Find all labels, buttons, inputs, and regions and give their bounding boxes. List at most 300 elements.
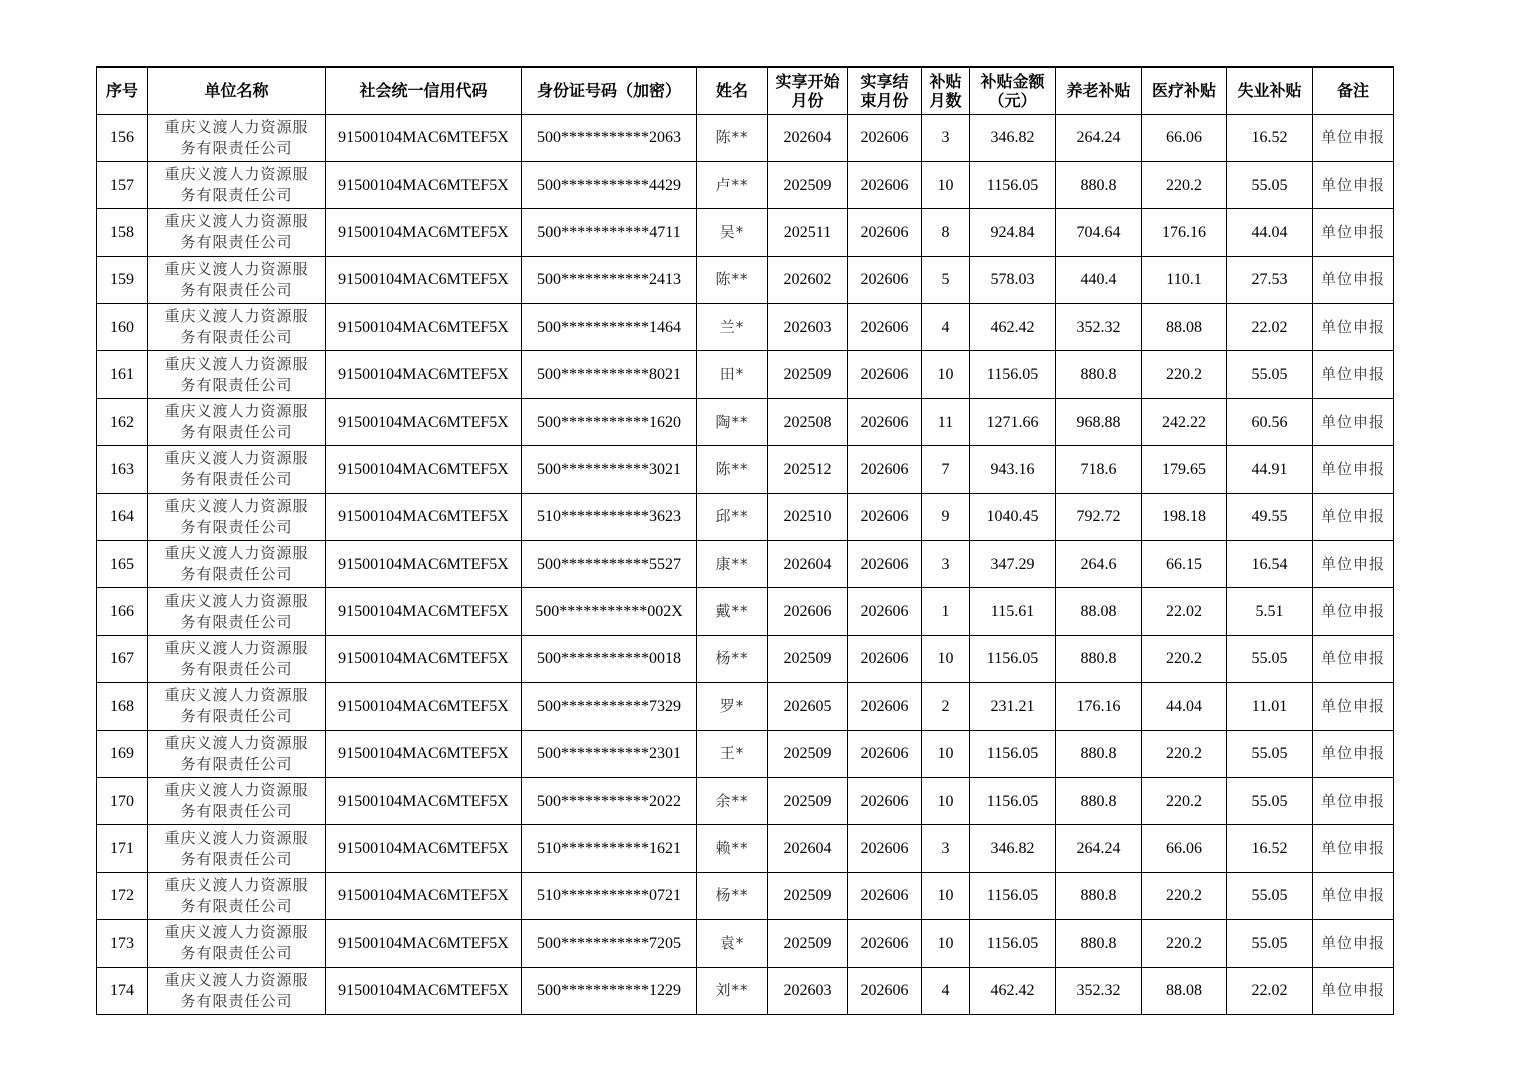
cell-id: 500***********3021 bbox=[522, 446, 697, 493]
table-row bbox=[97, 920, 1394, 967]
cell-seq: 163 bbox=[97, 446, 148, 493]
header-line: 月份 bbox=[791, 90, 824, 110]
cell-unemployment: 55.05 bbox=[1227, 161, 1313, 208]
cell-unit bbox=[148, 351, 326, 398]
unit-line: 务有限责任公司 bbox=[180, 991, 293, 1010]
cell-id: 500***********2022 bbox=[522, 777, 697, 824]
cell-start: 202605 bbox=[768, 683, 848, 730]
table-row bbox=[97, 351, 1394, 398]
cell-pension: 968.88 bbox=[1056, 398, 1142, 445]
cell-name: 田* bbox=[697, 351, 768, 398]
unit-line: 务有限责任公司 bbox=[180, 375, 293, 394]
table-row bbox=[97, 635, 1394, 682]
cell-amount: 578.03 bbox=[970, 256, 1056, 303]
cell-code: 91500104MAC6MTEF5X bbox=[326, 351, 522, 398]
unit-line: 重庆义渡人力资源服 bbox=[164, 307, 309, 326]
cell-end: 202606 bbox=[848, 683, 922, 730]
cell-code: 91500104MAC6MTEF5X bbox=[326, 304, 522, 351]
col-header-unit: 单位名称 bbox=[148, 67, 326, 114]
unit-line: 重庆义渡人力资源服 bbox=[164, 638, 309, 657]
unit-line: 重庆义渡人力资源服 bbox=[164, 923, 309, 942]
cell-months: 3 bbox=[922, 541, 970, 588]
unit-line: 务有限责任公司 bbox=[180, 423, 293, 442]
cell-medical: 22.02 bbox=[1142, 588, 1227, 635]
cell-note: 单位申报 bbox=[1313, 446, 1394, 493]
col-header-pension: 养老补贴 bbox=[1056, 67, 1142, 114]
cell-end: 202606 bbox=[848, 777, 922, 824]
cell-unemployment: 55.05 bbox=[1227, 730, 1313, 777]
cell-end: 202606 bbox=[848, 351, 922, 398]
cell-start: 202603 bbox=[768, 304, 848, 351]
cell-code: 91500104MAC6MTEF5X bbox=[326, 446, 522, 493]
cell-amount: 1156.05 bbox=[970, 777, 1056, 824]
col-header-unemployment: 失业补贴 bbox=[1227, 67, 1313, 114]
col-header-medical: 医疗补贴 bbox=[1142, 67, 1227, 114]
cell-note: 单位申报 bbox=[1313, 304, 1394, 351]
cell-months: 3 bbox=[922, 114, 970, 161]
col-header-start bbox=[768, 67, 848, 114]
col-header-end bbox=[848, 67, 922, 114]
cell-code: 91500104MAC6MTEF5X bbox=[326, 730, 522, 777]
cell-unemployment: 55.05 bbox=[1227, 777, 1313, 824]
cell-start: 202509 bbox=[768, 635, 848, 682]
cell-code: 91500104MAC6MTEF5X bbox=[326, 161, 522, 208]
header-line: （元） bbox=[988, 90, 1037, 110]
cell-pension: 440.4 bbox=[1056, 256, 1142, 303]
cell-start: 202512 bbox=[768, 446, 848, 493]
cell-seq: 158 bbox=[97, 209, 148, 256]
cell-name: 杨** bbox=[697, 635, 768, 682]
cell-pension: 880.8 bbox=[1056, 161, 1142, 208]
cell-medical: 220.2 bbox=[1142, 161, 1227, 208]
header-line: 束月份 bbox=[860, 90, 909, 110]
cell-name: 陈** bbox=[697, 256, 768, 303]
unit-line: 务有限责任公司 bbox=[180, 186, 293, 205]
cell-amount: 1156.05 bbox=[970, 920, 1056, 967]
cell-medical: 198.18 bbox=[1142, 493, 1227, 540]
unit-line: 重庆义渡人力资源服 bbox=[164, 828, 309, 847]
cell-unemployment: 49.55 bbox=[1227, 493, 1313, 540]
cell-id: 500***********4711 bbox=[522, 209, 697, 256]
cell-unit bbox=[148, 920, 326, 967]
col-header-code: 社会统一信用代码 bbox=[326, 67, 522, 114]
cell-end: 202606 bbox=[848, 304, 922, 351]
cell-id: 500***********2413 bbox=[522, 256, 697, 303]
header-line: 实享结 bbox=[860, 71, 909, 91]
table-row bbox=[97, 161, 1394, 208]
cell-medical: 220.2 bbox=[1142, 777, 1227, 824]
cell-amount: 346.82 bbox=[970, 825, 1056, 872]
unit-line: 务有限责任公司 bbox=[180, 754, 293, 773]
cell-months: 10 bbox=[922, 161, 970, 208]
cell-code: 91500104MAC6MTEF5X bbox=[326, 825, 522, 872]
table-row bbox=[97, 777, 1394, 824]
cell-code: 91500104MAC6MTEF5X bbox=[326, 588, 522, 635]
table-row bbox=[97, 588, 1394, 635]
unit-line: 重庆义渡人力资源服 bbox=[164, 781, 309, 800]
cell-unemployment: 44.91 bbox=[1227, 446, 1313, 493]
cell-months: 10 bbox=[922, 635, 970, 682]
cell-id: 500***********4429 bbox=[522, 161, 697, 208]
cell-pension: 352.32 bbox=[1056, 967, 1142, 1014]
cell-note: 单位申报 bbox=[1313, 683, 1394, 730]
cell-name: 邱** bbox=[697, 493, 768, 540]
cell-note: 单位申报 bbox=[1313, 730, 1394, 777]
header-line: 实享开始 bbox=[775, 71, 840, 91]
cell-pension: 880.8 bbox=[1056, 635, 1142, 682]
cell-seq: 164 bbox=[97, 493, 148, 540]
cell-medical: 220.2 bbox=[1142, 872, 1227, 919]
cell-pension: 264.24 bbox=[1056, 114, 1142, 161]
cell-seq: 172 bbox=[97, 872, 148, 919]
cell-amount: 1156.05 bbox=[970, 872, 1056, 919]
cell-start: 202509 bbox=[768, 872, 848, 919]
cell-unemployment: 60.56 bbox=[1227, 398, 1313, 445]
cell-id: 500***********1464 bbox=[522, 304, 697, 351]
cell-code: 91500104MAC6MTEF5X bbox=[326, 541, 522, 588]
cell-end: 202606 bbox=[848, 493, 922, 540]
cell-pension: 704.64 bbox=[1056, 209, 1142, 256]
unit-line: 重庆义渡人力资源服 bbox=[164, 686, 309, 705]
cell-unit bbox=[148, 256, 326, 303]
cell-code: 91500104MAC6MTEF5X bbox=[326, 635, 522, 682]
unit-line: 重庆义渡人力资源服 bbox=[164, 970, 309, 989]
cell-name: 杨** bbox=[697, 872, 768, 919]
cell-name: 余** bbox=[697, 777, 768, 824]
cell-id: 510***********1621 bbox=[522, 825, 697, 872]
cell-months: 2 bbox=[922, 683, 970, 730]
table-row bbox=[97, 872, 1394, 919]
cell-start: 202509 bbox=[768, 351, 848, 398]
cell-unemployment: 44.04 bbox=[1227, 209, 1313, 256]
unit-line: 务有限责任公司 bbox=[180, 517, 293, 536]
cell-amount: 115.61 bbox=[970, 588, 1056, 635]
cell-unit bbox=[148, 493, 326, 540]
table-body bbox=[97, 114, 1394, 1014]
cell-pension: 880.8 bbox=[1056, 351, 1142, 398]
cell-note: 单位申报 bbox=[1313, 351, 1394, 398]
cell-medical: 179.65 bbox=[1142, 446, 1227, 493]
cell-unemployment: 22.02 bbox=[1227, 967, 1313, 1014]
table-row bbox=[97, 398, 1394, 445]
cell-seq: 168 bbox=[97, 683, 148, 730]
cell-medical: 220.2 bbox=[1142, 920, 1227, 967]
cell-months: 9 bbox=[922, 493, 970, 540]
cell-pension: 264.24 bbox=[1056, 825, 1142, 872]
cell-months: 1 bbox=[922, 588, 970, 635]
cell-unit bbox=[148, 541, 326, 588]
cell-code: 91500104MAC6MTEF5X bbox=[326, 920, 522, 967]
cell-medical: 220.2 bbox=[1142, 635, 1227, 682]
cell-unit bbox=[148, 967, 326, 1014]
cell-seq: 170 bbox=[97, 777, 148, 824]
unit-line: 务有限责任公司 bbox=[180, 707, 293, 726]
cell-amount: 231.21 bbox=[970, 683, 1056, 730]
cell-unemployment: 22.02 bbox=[1227, 304, 1313, 351]
cell-seq: 165 bbox=[97, 541, 148, 588]
cell-end: 202606 bbox=[848, 398, 922, 445]
cell-start: 202603 bbox=[768, 967, 848, 1014]
cell-seq: 166 bbox=[97, 588, 148, 635]
cell-medical: 110.1 bbox=[1142, 256, 1227, 303]
cell-pension: 792.72 bbox=[1056, 493, 1142, 540]
cell-id: 500***********5527 bbox=[522, 541, 697, 588]
cell-medical: 242.22 bbox=[1142, 398, 1227, 445]
header-line: 补贴 bbox=[929, 71, 962, 91]
cell-unit bbox=[148, 209, 326, 256]
cell-medical: 66.06 bbox=[1142, 825, 1227, 872]
cell-unit bbox=[148, 825, 326, 872]
cell-note: 单位申报 bbox=[1313, 541, 1394, 588]
cell-unemployment: 5.51 bbox=[1227, 588, 1313, 635]
cell-amount: 346.82 bbox=[970, 114, 1056, 161]
cell-id: 500***********7329 bbox=[522, 683, 697, 730]
cell-end: 202606 bbox=[848, 635, 922, 682]
cell-medical: 220.2 bbox=[1142, 351, 1227, 398]
unit-line: 务有限责任公司 bbox=[180, 659, 293, 678]
cell-id: 500***********8021 bbox=[522, 351, 697, 398]
header-row bbox=[97, 67, 1394, 114]
cell-unit bbox=[148, 304, 326, 351]
cell-pension: 176.16 bbox=[1056, 683, 1142, 730]
cell-pension: 880.8 bbox=[1056, 872, 1142, 919]
cell-code: 91500104MAC6MTEF5X bbox=[326, 683, 522, 730]
cell-name: 陈** bbox=[697, 446, 768, 493]
cell-code: 91500104MAC6MTEF5X bbox=[326, 493, 522, 540]
table-row bbox=[97, 541, 1394, 588]
table-row bbox=[97, 493, 1394, 540]
table-row bbox=[97, 304, 1394, 351]
cell-amount: 1271.66 bbox=[970, 398, 1056, 445]
cell-end: 202606 bbox=[848, 114, 922, 161]
cell-code: 91500104MAC6MTEF5X bbox=[326, 777, 522, 824]
cell-amount: 943.16 bbox=[970, 446, 1056, 493]
cell-start: 202509 bbox=[768, 161, 848, 208]
cell-name: 刘** bbox=[697, 967, 768, 1014]
cell-note: 单位申报 bbox=[1313, 209, 1394, 256]
cell-name: 陶** bbox=[697, 398, 768, 445]
unit-line: 务有限责任公司 bbox=[180, 328, 293, 347]
cell-id: 500***********7205 bbox=[522, 920, 697, 967]
cell-end: 202606 bbox=[848, 209, 922, 256]
cell-note: 单位申报 bbox=[1313, 920, 1394, 967]
cell-id: 510***********0721 bbox=[522, 872, 697, 919]
unit-line: 重庆义渡人力资源服 bbox=[164, 544, 309, 563]
cell-pension: 880.8 bbox=[1056, 777, 1142, 824]
cell-months: 3 bbox=[922, 825, 970, 872]
cell-note: 单位申报 bbox=[1313, 161, 1394, 208]
cell-medical: 88.08 bbox=[1142, 967, 1227, 1014]
cell-months: 4 bbox=[922, 304, 970, 351]
cell-end: 202606 bbox=[848, 872, 922, 919]
cell-id: 500***********2063 bbox=[522, 114, 697, 161]
cell-amount: 462.42 bbox=[970, 967, 1056, 1014]
cell-start: 202509 bbox=[768, 730, 848, 777]
cell-unit bbox=[148, 398, 326, 445]
col-header-id: 身份证号码（加密） bbox=[522, 67, 697, 114]
cell-unit bbox=[148, 777, 326, 824]
cell-seq: 167 bbox=[97, 635, 148, 682]
cell-unit bbox=[148, 161, 326, 208]
cell-name: 陈** bbox=[697, 114, 768, 161]
unit-line: 务有限责任公司 bbox=[180, 849, 293, 868]
cell-seq: 171 bbox=[97, 825, 148, 872]
cell-months: 8 bbox=[922, 209, 970, 256]
cell-seq: 157 bbox=[97, 161, 148, 208]
cell-id: 500***********002X bbox=[522, 588, 697, 635]
unit-line: 重庆义渡人力资源服 bbox=[164, 591, 309, 610]
table-row bbox=[97, 730, 1394, 777]
col-header-amount bbox=[970, 67, 1056, 114]
cell-months: 11 bbox=[922, 398, 970, 445]
cell-name: 袁* bbox=[697, 920, 768, 967]
unit-line: 务有限责任公司 bbox=[180, 280, 293, 299]
cell-code: 91500104MAC6MTEF5X bbox=[326, 872, 522, 919]
table-row bbox=[97, 683, 1394, 730]
cell-pension: 880.8 bbox=[1056, 730, 1142, 777]
unit-line: 务有限责任公司 bbox=[180, 138, 293, 157]
cell-code: 91500104MAC6MTEF5X bbox=[326, 256, 522, 303]
cell-name: 兰* bbox=[697, 304, 768, 351]
cell-start: 202604 bbox=[768, 825, 848, 872]
cell-end: 202606 bbox=[848, 967, 922, 1014]
cell-months: 10 bbox=[922, 351, 970, 398]
header-line: 月数 bbox=[929, 90, 962, 110]
cell-unit bbox=[148, 588, 326, 635]
unit-line: 重庆义渡人力资源服 bbox=[164, 733, 309, 752]
cell-code: 91500104MAC6MTEF5X bbox=[326, 209, 522, 256]
cell-start: 202508 bbox=[768, 398, 848, 445]
cell-seq: 162 bbox=[97, 398, 148, 445]
unit-line: 重庆义渡人力资源服 bbox=[164, 117, 309, 136]
cell-amount: 462.42 bbox=[970, 304, 1056, 351]
unit-line: 务有限责任公司 bbox=[180, 802, 293, 821]
table-row bbox=[97, 825, 1394, 872]
cell-end: 202606 bbox=[848, 541, 922, 588]
cell-seq: 169 bbox=[97, 730, 148, 777]
cell-end: 202606 bbox=[848, 256, 922, 303]
cell-medical: 220.2 bbox=[1142, 730, 1227, 777]
cell-amount: 924.84 bbox=[970, 209, 1056, 256]
cell-name: 王* bbox=[697, 730, 768, 777]
cell-unemployment: 16.52 bbox=[1227, 114, 1313, 161]
cell-note: 单位申报 bbox=[1313, 825, 1394, 872]
cell-months: 7 bbox=[922, 446, 970, 493]
cell-medical: 176.16 bbox=[1142, 209, 1227, 256]
cell-name: 赖** bbox=[697, 825, 768, 872]
cell-seq: 173 bbox=[97, 920, 148, 967]
cell-unit bbox=[148, 446, 326, 493]
unit-line: 务有限责任公司 bbox=[180, 565, 293, 584]
unit-line: 务有限责任公司 bbox=[180, 944, 293, 963]
cell-seq: 161 bbox=[97, 351, 148, 398]
cell-code: 91500104MAC6MTEF5X bbox=[326, 398, 522, 445]
cell-id: 510***********3623 bbox=[522, 493, 697, 540]
cell-note: 单位申报 bbox=[1313, 114, 1394, 161]
col-header-seq: 序号 bbox=[97, 67, 148, 114]
cell-start: 202509 bbox=[768, 777, 848, 824]
cell-unemployment: 55.05 bbox=[1227, 872, 1313, 919]
cell-amount: 1156.05 bbox=[970, 730, 1056, 777]
cell-seq: 160 bbox=[97, 304, 148, 351]
cell-name: 戴** bbox=[697, 588, 768, 635]
cell-months: 5 bbox=[922, 256, 970, 303]
table-row bbox=[97, 114, 1394, 161]
cell-name: 吴* bbox=[697, 209, 768, 256]
cell-name: 罗* bbox=[697, 683, 768, 730]
cell-unemployment: 55.05 bbox=[1227, 920, 1313, 967]
cell-amount: 1040.45 bbox=[970, 493, 1056, 540]
cell-pension: 88.08 bbox=[1056, 588, 1142, 635]
cell-seq: 156 bbox=[97, 114, 148, 161]
cell-unemployment: 11.01 bbox=[1227, 683, 1313, 730]
unit-line: 务有限责任公司 bbox=[180, 612, 293, 631]
cell-months: 10 bbox=[922, 777, 970, 824]
unit-line: 重庆义渡人力资源服 bbox=[164, 165, 309, 184]
subsidy-table bbox=[96, 66, 1394, 1015]
table-row bbox=[97, 256, 1394, 303]
cell-start: 202604 bbox=[768, 114, 848, 161]
cell-end: 202606 bbox=[848, 446, 922, 493]
cell-amount: 1156.05 bbox=[970, 161, 1056, 208]
cell-amount: 347.29 bbox=[970, 541, 1056, 588]
cell-medical: 44.04 bbox=[1142, 683, 1227, 730]
unit-line: 务有限责任公司 bbox=[180, 896, 293, 915]
cell-amount: 1156.05 bbox=[970, 635, 1056, 682]
unit-line: 重庆义渡人力资源服 bbox=[164, 354, 309, 373]
cell-pension: 880.8 bbox=[1056, 920, 1142, 967]
cell-months: 10 bbox=[922, 730, 970, 777]
cell-months: 10 bbox=[922, 920, 970, 967]
unit-line: 务有限责任公司 bbox=[180, 233, 293, 252]
cell-medical: 88.08 bbox=[1142, 304, 1227, 351]
cell-unemployment: 27.53 bbox=[1227, 256, 1313, 303]
cell-months: 4 bbox=[922, 967, 970, 1014]
cell-unit bbox=[148, 683, 326, 730]
unit-line: 重庆义渡人力资源服 bbox=[164, 259, 309, 278]
unit-line: 重庆义渡人力资源服 bbox=[164, 212, 309, 231]
cell-note: 单位申报 bbox=[1313, 967, 1394, 1014]
cell-name: 康** bbox=[697, 541, 768, 588]
cell-code: 91500104MAC6MTEF5X bbox=[326, 114, 522, 161]
cell-name: 卢** bbox=[697, 161, 768, 208]
cell-unemployment: 55.05 bbox=[1227, 351, 1313, 398]
col-header-note: 备注 bbox=[1313, 67, 1394, 114]
cell-unit bbox=[148, 635, 326, 682]
cell-end: 202606 bbox=[848, 588, 922, 635]
cell-seq: 174 bbox=[97, 967, 148, 1014]
header-line: 补贴金额 bbox=[980, 71, 1045, 91]
cell-start: 202509 bbox=[768, 920, 848, 967]
cell-unemployment: 16.54 bbox=[1227, 541, 1313, 588]
cell-start: 202511 bbox=[768, 209, 848, 256]
table-row bbox=[97, 446, 1394, 493]
unit-line: 重庆义渡人力资源服 bbox=[164, 875, 309, 894]
cell-id: 500***********0018 bbox=[522, 635, 697, 682]
cell-unemployment: 16.52 bbox=[1227, 825, 1313, 872]
table-row bbox=[97, 209, 1394, 256]
unit-line: 重庆义渡人力资源服 bbox=[164, 402, 309, 421]
cell-code: 91500104MAC6MTEF5X bbox=[326, 967, 522, 1014]
cell-note: 单位申报 bbox=[1313, 398, 1394, 445]
cell-pension: 264.6 bbox=[1056, 541, 1142, 588]
cell-months: 10 bbox=[922, 872, 970, 919]
cell-pension: 352.32 bbox=[1056, 304, 1142, 351]
cell-unit bbox=[148, 872, 326, 919]
col-header-months bbox=[922, 67, 970, 114]
cell-note: 单位申报 bbox=[1313, 256, 1394, 303]
cell-unit bbox=[148, 114, 326, 161]
